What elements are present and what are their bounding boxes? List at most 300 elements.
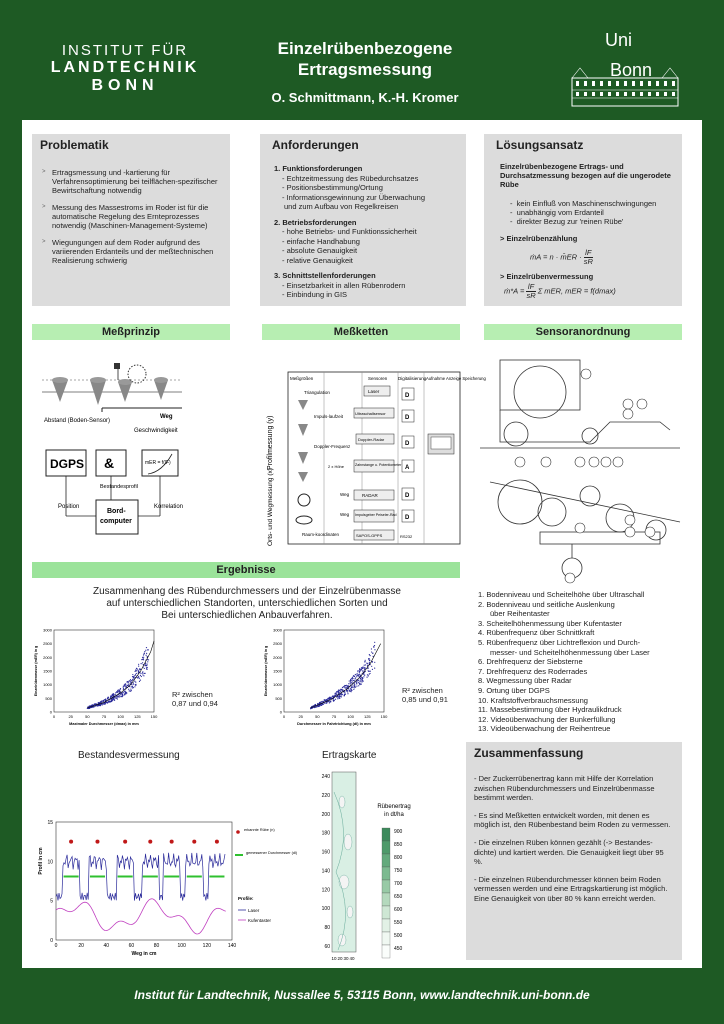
map-low-yield-area bbox=[339, 875, 349, 889]
bar-messketten: Meßketten bbox=[262, 324, 460, 340]
scatter-chart-diameter bbox=[32, 622, 162, 738]
bestandesprofil-label: Bestandesprofil bbox=[100, 484, 138, 490]
anf-item: - relative Genauigkeit bbox=[282, 255, 353, 265]
data-point bbox=[329, 698, 330, 699]
legend-label: Kufentaster bbox=[248, 918, 272, 923]
data-point bbox=[329, 701, 330, 702]
anf-group-head: 2. Betriebsforderungen bbox=[274, 217, 357, 227]
legend-label: erkannte Rübe (n) bbox=[244, 828, 275, 832]
data-point bbox=[352, 681, 353, 682]
data-point bbox=[372, 653, 373, 654]
legend-swatch bbox=[382, 854, 390, 867]
beet-marker bbox=[69, 840, 73, 844]
amp-label: & bbox=[104, 455, 115, 471]
col-header: Aufnahme Anzeige Speicherung bbox=[426, 376, 486, 381]
data-point bbox=[131, 680, 132, 681]
y-tick-label: 3000 bbox=[43, 627, 52, 633]
data-point bbox=[143, 673, 144, 674]
data-point bbox=[360, 680, 361, 681]
sensor-label: Laser bbox=[368, 389, 380, 394]
data-point bbox=[125, 686, 126, 687]
data-point bbox=[367, 674, 368, 675]
y-tick-label: 1000 bbox=[43, 682, 52, 688]
data-point bbox=[357, 673, 358, 674]
data-point bbox=[121, 692, 122, 693]
map-low-yield-area bbox=[344, 834, 352, 850]
data-point bbox=[120, 688, 121, 689]
data-point bbox=[125, 692, 126, 693]
data-point bbox=[105, 698, 106, 699]
data-point bbox=[112, 694, 113, 695]
data-point bbox=[355, 677, 356, 678]
data-point bbox=[360, 677, 361, 678]
x-tick-label: 20 bbox=[78, 943, 84, 949]
x-tick-label: 40 bbox=[103, 943, 110, 949]
x-tick-label: 50 bbox=[85, 714, 90, 719]
data-point bbox=[134, 686, 135, 687]
y-tick-label: 180 bbox=[321, 830, 330, 837]
data-point bbox=[364, 665, 365, 666]
data-point bbox=[110, 696, 111, 697]
messprinzip-diagram bbox=[42, 360, 232, 540]
data-point bbox=[147, 661, 148, 662]
data-point bbox=[136, 668, 137, 669]
data-point bbox=[117, 697, 118, 698]
x-tick-label: 30 bbox=[343, 956, 349, 961]
data-point bbox=[133, 687, 134, 688]
data-point bbox=[124, 694, 125, 695]
data-point bbox=[358, 674, 359, 675]
data-point bbox=[119, 695, 120, 696]
x-tick-label: 60 bbox=[128, 943, 135, 949]
data-point bbox=[136, 670, 137, 671]
data-point bbox=[108, 697, 109, 698]
r2-left bbox=[172, 690, 218, 708]
data-point bbox=[374, 649, 375, 650]
data-point bbox=[143, 675, 144, 676]
beet-marker bbox=[123, 840, 127, 844]
x-tick-label: 100 bbox=[177, 943, 186, 949]
x-tick-label: 0 bbox=[282, 714, 286, 719]
data-point bbox=[362, 678, 363, 679]
data-point bbox=[112, 699, 113, 700]
legend-swatch bbox=[382, 867, 390, 880]
diameter-bar bbox=[90, 875, 105, 877]
data-point bbox=[103, 700, 104, 701]
sensor-list-item: 10. Kraftstoffverbrauchsmessung bbox=[478, 695, 588, 705]
legend-value: 450 bbox=[394, 946, 403, 952]
data-point bbox=[130, 683, 131, 684]
data-point bbox=[90, 705, 91, 706]
data-point bbox=[146, 665, 147, 666]
data-point bbox=[131, 686, 132, 687]
sensor-list bbox=[478, 590, 688, 734]
beet-marker bbox=[170, 840, 174, 844]
data-point bbox=[146, 653, 147, 654]
r2-right bbox=[402, 686, 448, 704]
anf-item: - Informationsgewinnung zur Überwachung bbox=[282, 192, 425, 202]
problematik-title: Problematik bbox=[40, 138, 109, 152]
legend-swatch bbox=[382, 932, 390, 945]
data-point bbox=[142, 657, 143, 658]
geschwindigkeit-label: Geschwindigkeit bbox=[134, 428, 178, 434]
data-point bbox=[138, 671, 139, 672]
data-point bbox=[333, 701, 334, 702]
legend-label: gemessener Durchmesser (dl) bbox=[246, 851, 298, 855]
bord-label-2: computer bbox=[100, 518, 132, 525]
data-point bbox=[347, 690, 348, 691]
y-tick-label: 1000 bbox=[273, 682, 282, 688]
data-point bbox=[374, 662, 375, 663]
beet-marker bbox=[148, 840, 152, 844]
data-point bbox=[136, 673, 137, 674]
x-tick-label: 50 bbox=[315, 714, 320, 719]
yield-legend bbox=[370, 800, 450, 960]
x-tick-label: 125 bbox=[133, 714, 141, 719]
col-header: Digitalisierung bbox=[398, 376, 427, 381]
data-point bbox=[344, 694, 345, 695]
r2-left-label: R² zwischen bbox=[172, 690, 213, 699]
data-point bbox=[140, 673, 141, 674]
data-point bbox=[140, 680, 141, 681]
r2-right-value: 0,85 und 0,91 bbox=[402, 695, 448, 704]
plot-area bbox=[56, 822, 232, 940]
institute-line3: BONN bbox=[91, 77, 159, 94]
data-point bbox=[138, 666, 139, 667]
data-point bbox=[345, 687, 346, 688]
loesung-intro: Einzelrübenbezogene Ertrags- und Durchsatzmessung bezogen auf die ungerodete Rübe bbox=[500, 162, 671, 189]
x-tick-label: 25 bbox=[68, 714, 73, 719]
data-point bbox=[332, 695, 333, 696]
formula-mass: ṁ*A = $\frac{lF}{sR}$ Σ mER, mER = f(dmax) bbox=[504, 282, 616, 300]
data-point bbox=[348, 683, 349, 684]
data-point bbox=[354, 680, 355, 681]
diameter-bar bbox=[164, 875, 179, 877]
bar-messprinzip: Meßprinzip bbox=[32, 324, 230, 340]
data-point bbox=[138, 676, 139, 677]
data-point bbox=[314, 707, 315, 708]
data-point bbox=[371, 666, 372, 667]
svg-text:D: D bbox=[405, 515, 410, 521]
data-point bbox=[346, 690, 347, 691]
diameter-bar bbox=[118, 875, 133, 877]
y-tick-label: 2500 bbox=[273, 641, 282, 647]
data-point bbox=[143, 654, 144, 655]
data-point bbox=[371, 648, 372, 649]
data-point bbox=[366, 677, 367, 678]
data-point bbox=[340, 696, 341, 697]
data-point bbox=[327, 702, 328, 703]
data-point bbox=[372, 669, 373, 670]
data-point bbox=[122, 695, 123, 696]
y-tick-label: 5 bbox=[50, 898, 53, 905]
data-point bbox=[147, 664, 148, 665]
data-point bbox=[103, 703, 104, 704]
data-point bbox=[347, 693, 348, 694]
data-point bbox=[368, 659, 369, 660]
poster-title bbox=[240, 38, 490, 105]
y-tick-label: 2000 bbox=[273, 654, 282, 660]
summary-item: - Die einzelnen Rübendurchmesser können beim Roden vermessen werden und eine Ertragskartierung ist möglich. Eine Genauigkeit von über 80 % kann erreicht werden. bbox=[474, 874, 668, 903]
data-point bbox=[128, 681, 129, 682]
svg-text:D: D bbox=[405, 393, 410, 399]
data-point bbox=[124, 691, 125, 692]
profile-chart bbox=[34, 818, 298, 958]
data-point bbox=[361, 668, 362, 669]
sensoranordnung-diagram bbox=[480, 352, 686, 586]
y-tick-label: 220 bbox=[321, 792, 330, 799]
y-axis-label: Einzelrübenmasse (mER) in g bbox=[264, 645, 268, 697]
summary-item: - Es sind Meßketten entwickelt worden, mit denen es möglich ist, den Rübenbestand beim Roden zu vermessen. bbox=[474, 810, 671, 830]
loesungsansatz-box bbox=[484, 134, 682, 306]
data-point bbox=[128, 684, 129, 685]
data-point bbox=[128, 689, 129, 690]
legend-swatch bbox=[382, 906, 390, 919]
data-point bbox=[143, 657, 144, 658]
data-point bbox=[351, 680, 352, 681]
data-point bbox=[328, 701, 329, 702]
data-point bbox=[352, 677, 353, 678]
diameter-bar bbox=[209, 875, 224, 877]
map-low-yield-area bbox=[338, 934, 346, 946]
sensor-list-item: 9. Ortung über DGPS bbox=[478, 685, 550, 695]
data-point bbox=[110, 701, 111, 702]
data-point bbox=[365, 667, 366, 668]
position-label: Position bbox=[58, 504, 80, 510]
svg-text:D: D bbox=[405, 493, 410, 499]
data-point bbox=[95, 703, 96, 704]
data-point bbox=[118, 691, 119, 692]
x-axis-label: Maximaler Durchmesser (dmax) in mm bbox=[69, 722, 139, 726]
x-tick-label: 120 bbox=[202, 943, 212, 949]
data-point bbox=[361, 669, 362, 670]
problematik-item: > Messung des Massestroms im Roder ist für die automatische Regelung des Ernteprozesses notwendig (Maschinen-Management-Systeme) bbox=[42, 203, 220, 230]
data-point bbox=[147, 649, 148, 650]
bar-sensoranordnung: Sensoranordnung bbox=[484, 324, 682, 340]
data-point bbox=[134, 681, 135, 682]
data-point bbox=[91, 707, 92, 708]
sensor-list-item: 4. Rübenfrequenz über Schnittkraft bbox=[478, 628, 595, 638]
anf-item: - Positionsbestimmung/Ortung bbox=[282, 183, 383, 192]
data-point bbox=[145, 650, 146, 651]
y-tick-label: 1500 bbox=[273, 668, 282, 674]
data-point bbox=[354, 687, 355, 688]
sensor-list-item: 12. Videoüberwachung der Bunkerfüllung bbox=[478, 714, 616, 724]
y-tick-label: 140 bbox=[321, 868, 330, 875]
y-tick-label: 60 bbox=[324, 944, 330, 950]
data-point bbox=[364, 661, 365, 662]
data-point bbox=[123, 688, 124, 689]
sensor-list-item: 5. Rübenfrequenz über Lichtreflexion und Durch- bbox=[478, 637, 641, 647]
x-tick-label: 25 bbox=[298, 714, 303, 719]
data-point bbox=[336, 694, 337, 695]
svg-text:A: A bbox=[405, 465, 410, 471]
data-point bbox=[347, 691, 348, 692]
data-point bbox=[364, 667, 365, 668]
data-point bbox=[131, 690, 132, 691]
y-axis-label: Profil in cm bbox=[38, 847, 44, 875]
legend-marker-beet bbox=[236, 830, 240, 834]
data-point bbox=[354, 676, 355, 677]
problematik-box bbox=[32, 134, 230, 306]
summary-item: - Die einzelnen Rüben können gezählt (-> Bestandes-dichte) und kartiert werden. Die Genauigkeit liegt über 95 %. bbox=[474, 837, 664, 867]
anf-group-head: 1. Funktionsforderungen bbox=[274, 164, 363, 173]
data-point bbox=[361, 681, 362, 682]
data-point bbox=[144, 653, 145, 654]
beet-marker bbox=[192, 840, 196, 844]
data-point bbox=[363, 676, 364, 677]
data-point bbox=[370, 671, 371, 672]
data-point bbox=[364, 675, 365, 676]
data-point bbox=[132, 674, 133, 675]
y-tick-label: 10 bbox=[47, 859, 53, 866]
data-point bbox=[351, 689, 352, 690]
data-point bbox=[147, 667, 148, 668]
data-point bbox=[111, 699, 112, 700]
loesung-item: - kein Einfluß von Maschinenschwingungen bbox=[510, 199, 657, 208]
ergebnisse-heading-line: Bei unterschiedlichen Anbauverfahren. bbox=[161, 610, 333, 621]
y-tick-label: 1500 bbox=[43, 668, 52, 674]
data-point bbox=[350, 681, 351, 682]
y-tick-label: 2500 bbox=[43, 641, 52, 647]
data-point bbox=[123, 686, 124, 687]
data-point bbox=[127, 685, 128, 686]
data-point bbox=[369, 655, 370, 656]
sensor-label: Doppler-Radar bbox=[358, 437, 385, 442]
mass-label: > Einzelrübenvermessung bbox=[500, 272, 594, 281]
x-tick-label: 150 bbox=[150, 714, 158, 719]
x-tick-label: 100 bbox=[117, 714, 125, 719]
data-point bbox=[105, 703, 106, 704]
uni-bonn-logo-icon bbox=[570, 30, 680, 110]
sensor-list-item: 11. Massebestimmung über Hydraulikdruck bbox=[478, 705, 622, 715]
data-point bbox=[352, 678, 353, 679]
data-point bbox=[316, 706, 317, 707]
data-point bbox=[113, 693, 114, 694]
x-tick-label: 20 bbox=[337, 956, 343, 961]
data-point bbox=[117, 690, 118, 691]
data-point bbox=[353, 680, 354, 681]
legend-swatch bbox=[382, 828, 390, 841]
r2-left-value: 0,87 und 0,94 bbox=[172, 699, 218, 708]
data-point bbox=[359, 668, 360, 669]
anforderungen-box bbox=[260, 134, 466, 306]
svg-text:D: D bbox=[405, 441, 410, 447]
legend-title: Rübenertrag bbox=[377, 804, 411, 810]
data-point bbox=[142, 672, 143, 673]
ortsmessung-label: Orts- und Wegmessung (x) bbox=[267, 468, 274, 546]
y-tick-label: 3000 bbox=[273, 627, 282, 633]
anf-item: - Einsetzbarkeit in allen Rübenrodern bbox=[282, 280, 406, 290]
data-point bbox=[341, 694, 342, 695]
data-point bbox=[338, 691, 339, 692]
title-line2: Ertragsmessung bbox=[297, 60, 433, 79]
bar-ergebnisse: Ergebnisse bbox=[32, 562, 460, 578]
legend-value: 800 bbox=[394, 855, 403, 861]
data-point bbox=[353, 689, 354, 690]
data-point bbox=[361, 680, 362, 681]
data-point bbox=[317, 703, 318, 704]
data-point bbox=[369, 673, 370, 674]
data-point bbox=[361, 684, 362, 685]
row-label: Doppler-Frequenz bbox=[314, 444, 351, 449]
data-point bbox=[117, 692, 118, 693]
authors: O. Schmittmann, K.-H. Kromer bbox=[271, 90, 459, 105]
data-point bbox=[357, 670, 358, 671]
data-point bbox=[347, 685, 348, 686]
data-point bbox=[125, 684, 126, 685]
data-point bbox=[107, 698, 108, 699]
legend-value: 750 bbox=[394, 868, 403, 874]
legend-value: 600 bbox=[394, 907, 403, 913]
x-axis-label: Durchmesser in Fahrtrichtung (dl) in mm bbox=[297, 722, 371, 726]
data-point bbox=[351, 687, 352, 688]
x-tick-label: 140 bbox=[227, 943, 237, 949]
data-point bbox=[339, 695, 340, 696]
data-point bbox=[349, 680, 350, 681]
x-tick-label: 75 bbox=[101, 714, 107, 719]
data-point bbox=[350, 680, 351, 681]
data-point bbox=[359, 683, 360, 684]
data-point bbox=[142, 662, 143, 663]
anf-group-head: 3. Schnittstellenforderungen bbox=[274, 271, 376, 280]
legend-swatch bbox=[382, 893, 390, 906]
data-point bbox=[135, 682, 136, 683]
institute-line2: LANDTECHNIK bbox=[50, 59, 200, 76]
institute-line1: INSTITUT FÜR bbox=[61, 42, 189, 59]
diameter-bar bbox=[143, 875, 158, 877]
y-tick-label: 0 bbox=[279, 709, 282, 715]
data-point bbox=[371, 651, 372, 652]
data-point bbox=[362, 666, 363, 667]
data-point bbox=[337, 692, 338, 693]
data-point bbox=[117, 698, 118, 699]
y-tick-label: 500 bbox=[45, 695, 52, 701]
weg-label: Weg bbox=[160, 414, 173, 420]
sensor-label: SAPOS-GPPS bbox=[356, 533, 383, 538]
data-point bbox=[142, 671, 143, 672]
legend-value: 650 bbox=[394, 894, 403, 900]
data-point bbox=[359, 670, 360, 671]
ergebnisse-heading-line: Zusammenhang des Rübendurchmessers und der Einzelrübenmasse bbox=[93, 586, 401, 597]
data-point bbox=[139, 668, 140, 669]
data-point bbox=[118, 697, 119, 698]
data-point bbox=[126, 681, 127, 682]
data-point bbox=[374, 668, 375, 669]
r2-right-label: R² zwischen bbox=[402, 686, 443, 695]
data-point bbox=[115, 692, 116, 693]
row-label: Weg bbox=[340, 512, 350, 517]
data-point bbox=[146, 647, 147, 648]
data-point bbox=[374, 642, 375, 643]
data-point bbox=[323, 699, 324, 700]
legend-value: 550 bbox=[394, 920, 403, 926]
data-point bbox=[344, 692, 345, 693]
data-point bbox=[138, 677, 139, 678]
zusammenfassung-box bbox=[466, 742, 682, 960]
legend-swatch bbox=[382, 919, 390, 932]
data-point bbox=[355, 674, 356, 675]
data-point bbox=[363, 680, 364, 681]
data-point bbox=[338, 689, 339, 690]
data-point bbox=[130, 688, 131, 689]
data-point bbox=[142, 674, 143, 675]
data-point bbox=[102, 704, 103, 705]
data-point bbox=[358, 682, 359, 683]
sensor-list-item: 7. Drehfrequenz des Roderrades bbox=[478, 666, 588, 676]
anf-item: - Echtzeitmessung des Rübedurchsatzes bbox=[282, 173, 419, 183]
diameter-bar bbox=[187, 875, 202, 877]
